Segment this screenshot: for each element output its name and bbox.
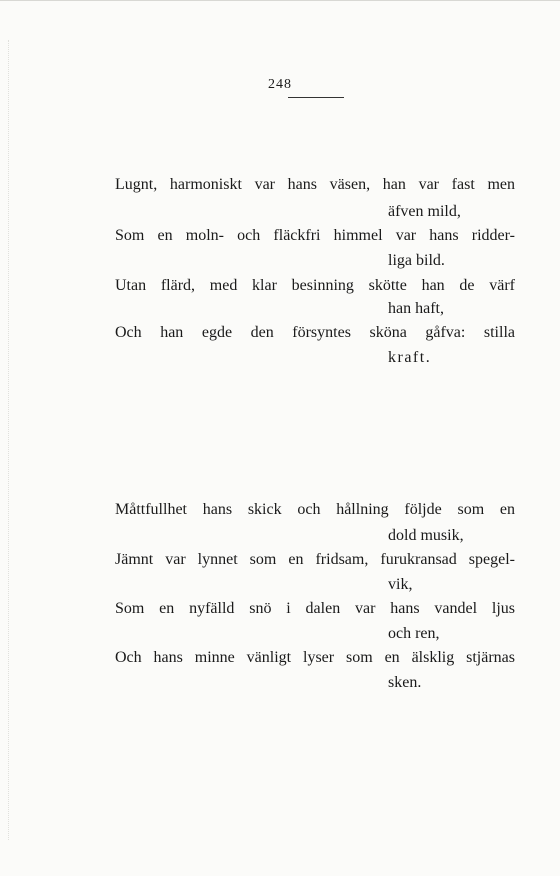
verse-line-continuation: sken. — [388, 674, 422, 691]
verse-line: Jämnt var lynnet som en fridsam, furukransad spegel- — [115, 551, 515, 568]
verse-line-continuation: och ren, — [388, 625, 440, 642]
page-number-rule — [288, 97, 344, 98]
verse-line-continuation: äfven mild, — [388, 203, 461, 220]
page-side-margin-mark — [8, 40, 9, 840]
verse-line-continuation: dold musik, — [388, 527, 464, 544]
page-top-edge — [0, 0, 560, 2]
verse-line: Lugnt, harmoniskt var hans väsen, han var fast men — [115, 176, 515, 193]
verse-line-continuation: liga bild. — [388, 252, 445, 269]
verse-line: Måttfullhet hans skick och hållning följde som en — [115, 501, 515, 518]
verse-line-continuation: kraft. — [388, 349, 432, 366]
verse-line: Som en moln- och fläckfri himmel var hans ridder- — [115, 227, 515, 244]
verse-line: Utan flärd, med klar besinning skötte han de värf — [115, 277, 515, 294]
verse-line: Och han egde den försyntes sköna gåfva: stilla — [115, 324, 515, 341]
verse-line-continuation: han haft, — [388, 300, 444, 317]
verse-line: Och hans minne vänligt lyser som en älsklig stjärnas — [115, 649, 515, 666]
verse-line-continuation: vik, — [388, 576, 413, 593]
verse-line: Som en nyfälld snö i dalen var hans vandel ljus — [115, 600, 515, 617]
page-number: 248 — [268, 77, 292, 92]
